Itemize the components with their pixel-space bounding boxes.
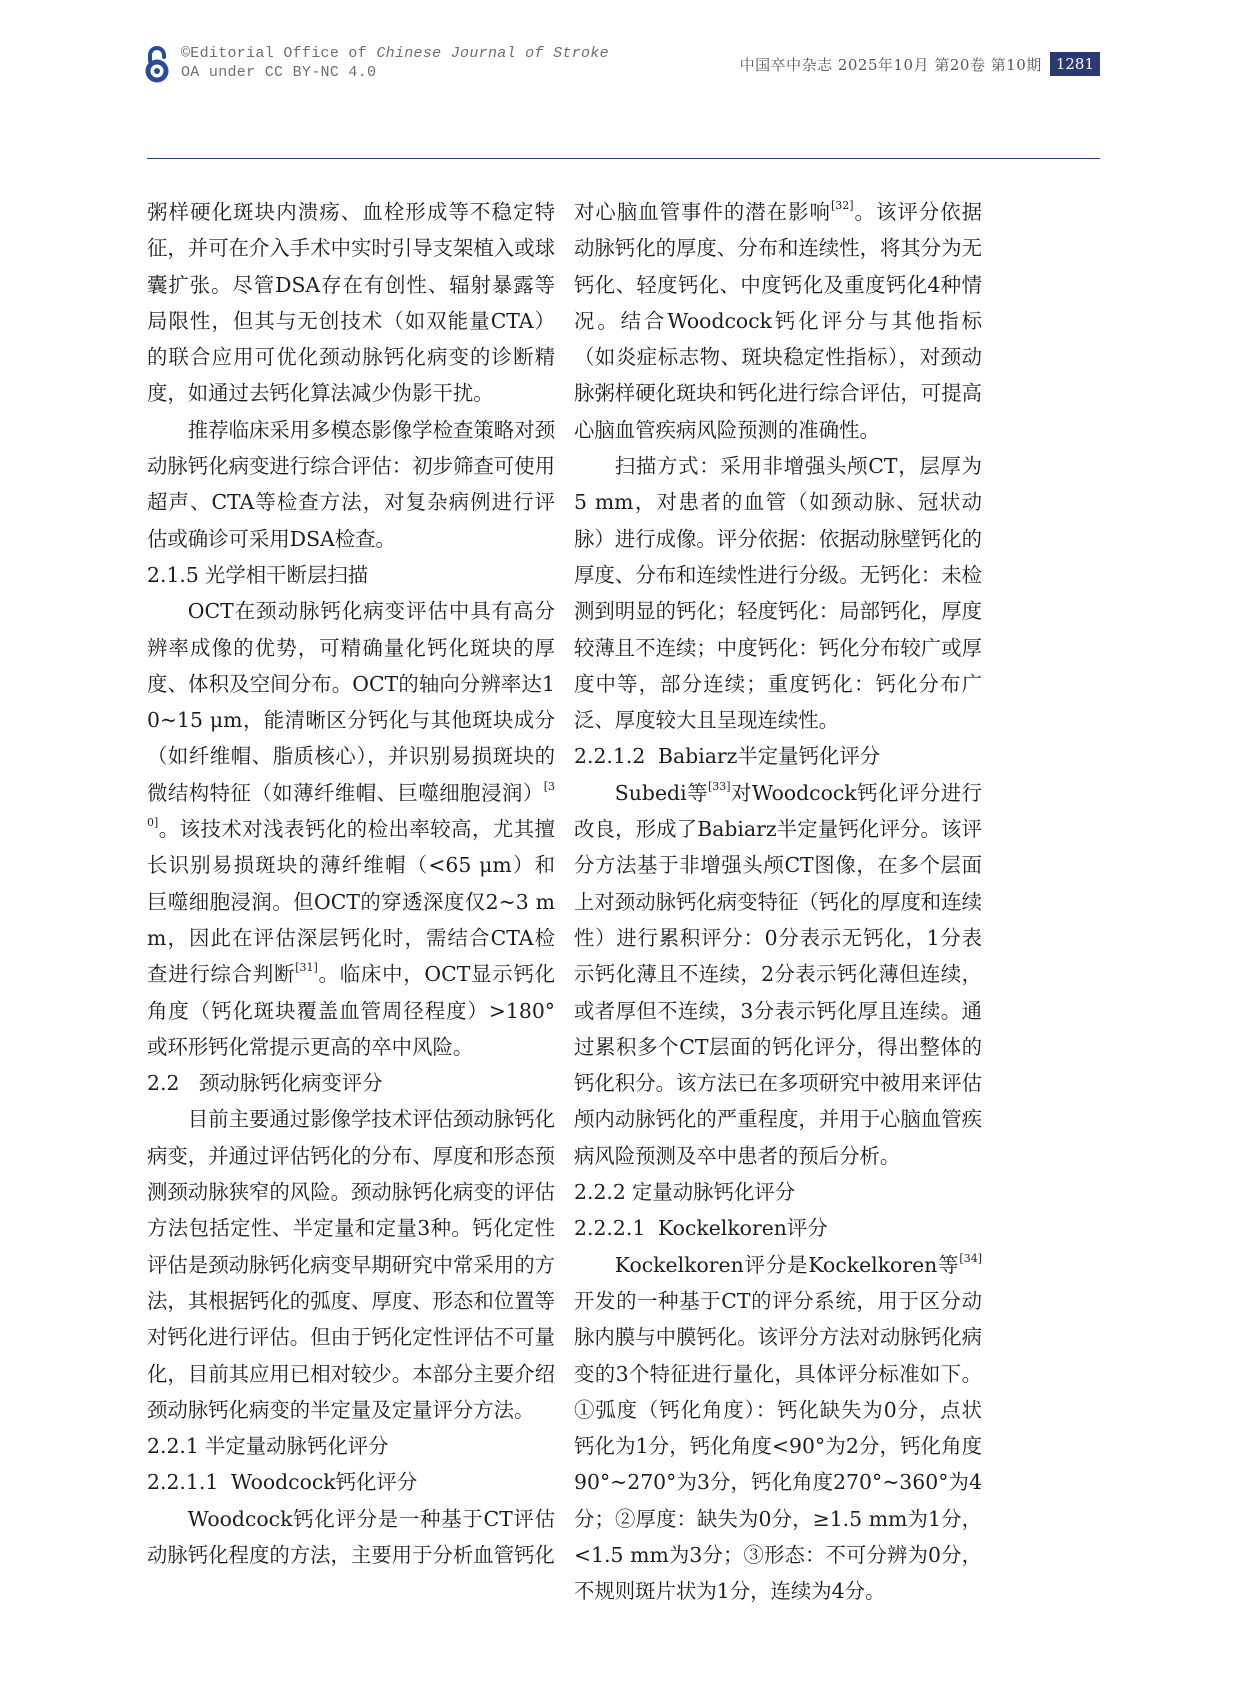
paragraph-text: Subedi等	[614, 780, 708, 805]
journal-citation: 中国卒中杂志 2025年10月 第20卷 第10期	[739, 55, 1042, 74]
citation-ref[interactable]: [34]	[959, 1251, 982, 1265]
citation-ref[interactable]: [31]	[295, 961, 318, 975]
section-number: 2.2.2	[574, 1180, 626, 1205]
paragraph-multimodal: 推荐临床采用多模态影像学检查策略对颈动脉钙化病变进行综合评估：初步筛查可使用超声、CTA等检查方法，对复杂病例进行评估或确诊可采用DSA检查。	[147, 417, 555, 551]
paragraph-text: 对心脑血管事件的潜在影响	[574, 200, 831, 224]
paragraph-text: 对Woodcock钙化评分进行改良，形成了Babiarz半定量钙化评分。该评分方法基于非增强头颅CT图像，在多个层面上对颈动脉钙化病变特征（钙化的厚度和连续性）进行累积评分：0分表示无钙化，1分表示钙化薄且不连续，2分表示钙化薄但连续，或者厚但不连续，3分表示钙化厚且连续。通过累积多个CT层面的钙化评分，得出整体的钙化积分。该方法已在多项研究中被用来评估颅内动脉钙化的严重程度，并用于心脑血管疾病风险预测及卒中患者的预后分析。	[574, 780, 983, 1168]
header-divider	[147, 158, 1100, 159]
section-heading-2-2-2-1	[574, 1210, 982, 1246]
copyright-prefix: ©Editorial Office of	[181, 45, 377, 62]
section-heading-2-2-1-2	[574, 738, 982, 774]
paragraph-text: Kockelkoren评分是Kockelkoren等	[614, 1252, 960, 1277]
page-number-badge: 1281	[1050, 52, 1100, 76]
section-heading-2-2-1-1	[147, 1464, 555, 1500]
paragraph-woodcock-cont	[574, 194, 982, 448]
running-header	[740, 52, 1100, 76]
section-number: 2.2.1.2	[574, 744, 646, 769]
paragraph-text: 开发的一种基于CT的评分系统，用于区分动脉内膜与中膜钙化。该评分方法对动脉钙化病变的3个特征进行量化，具体评分标准如下。①弧度（钙化角度）：钙化缺失为0分，点状钙化为1分，钙化角度<90°为2分，钙化角度90°~270°为3分，钙化角度270°~360°为4分；②厚度：缺失为0分，≥1.5 mm为1分，<1.5 mm为3分；③形态：不可分辨为0分，不规则斑片状为1分，连续为4分。	[574, 1288, 982, 1604]
paragraph-text: OCT在颈动脉钙化病变评估中具有高分辨率成像的优势，可精确量化钙化斑块的厚度、体积及空间分布。OCT的轴向分辨率达10~15 μm，能清晰区分钙化与其他斑块成分（如纤维帽、脂质核心），并识别易损斑块的微结构特征（如薄纤维帽、巨噬细胞浸润）	[147, 599, 555, 805]
section-number: 2.1.5	[147, 562, 199, 587]
section-title: 定量动脉钙化评分	[632, 1180, 796, 1205]
section-title: 颈动脉钙化病变评分	[199, 1071, 383, 1096]
section-title: Kockelkoren评分	[658, 1216, 828, 1241]
section-title: 光学相干断层扫描	[205, 562, 369, 587]
paragraph-text: 。该技术对浅表钙化的检出率较高，尤其擅长识别易损斑块的薄纤维帽（<65 μm）和巨噬细胞浸润。但OCT的穿透深度仅2~3 mm，因此在评估深层钙化时，需结合CTA检查进行综合判断	[147, 817, 555, 987]
paragraph-text: 。临床中，OCT显示钙化角度（钙化斑块覆盖血管周径程度）>180°或环形钙化常提示更高的卒中风险。	[147, 962, 555, 1059]
paragraph-scoring-overview: 目前主要通过影像学技术评估颈动脉钙化病变，并通过评估钙化的分布、厚度和形态预测颈动脉狭窄的风险。颈动脉钙化病变的评估方法包括定性、半定量和定量3种。钙化定性评估是颈动脉钙化病变早期研究中常采用的方法，其根据钙化的弧度、厚度、形态和位置等对钙化进行评估。但由于钙化定性评估不可量化，目前其应用已相对较少。本部分主要介绍颈动脉钙化病变的半定量及定量评分方法。	[147, 1107, 555, 1422]
left-column	[147, 194, 555, 1573]
license-text: OA under CC BY-NC 4.0	[181, 64, 377, 81]
paragraph-dsa: 粥样硬化斑块内溃疡、血栓形成等不稳定特征，并可在介入手术中实时引导支架植入或球囊扩张。尽管DSA存在有创性、辐射暴露等局限性，但其与无创技术（如双能量CTA）的联合应用可优化颈动脉钙化病变的诊断精度，如通过去钙化算法减少伪影干扰。	[147, 200, 555, 406]
section-number: 2.2.2.1	[574, 1216, 646, 1241]
open-access-lock-icon	[142, 44, 172, 84]
section-title: Babiarz半定量钙化评分	[658, 744, 881, 769]
section-heading-2-2-1	[147, 1428, 555, 1464]
section-heading-2-2-2	[574, 1174, 982, 1210]
section-number: 2.2	[147, 1071, 180, 1096]
citation-ref[interactable]: [32]	[830, 199, 854, 213]
copyright-notice	[181, 44, 609, 82]
paragraph-babiarz	[574, 775, 982, 1174]
section-title: Woodcock钙化评分	[231, 1470, 418, 1495]
paragraph-text: 。该评分依据动脉钙化的厚度、分布和连续性，将其分为无钙化、轻度钙化、中度钙化及重度钙化4种情况。结合Woodcock钙化评分与其他指标（如炎症标志物、斑块稳定性指标），对颈动脉粥样硬化斑块和钙化进行综合评估，可提高心脑血管疾病风险预测的准确性。	[574, 200, 982, 442]
section-number: 2.2.1.1	[147, 1470, 219, 1495]
paragraph-scan-method: 扫描方式：采用非增强头颅CT，层厚为5 mm，对患者的血管（如颈动脉、冠状动脉）进行成像。评分依据：依据动脉壁钙化的厚度、分布和连续性进行分级。无钙化：未检测到明显的钙化；轻度钙化：局部钙化，厚度较薄且不连续；中度钙化：钙化分布较广或厚度中等，部分连续；重度钙化：钙化分布广泛、厚度较大且呈现连续性。	[574, 454, 982, 733]
section-title: 半定量动脉钙化评分	[205, 1434, 389, 1459]
paragraph-woodcock: Woodcock钙化评分是一种基于CT评估动脉钙化程度的方法，主要用于分析血管钙化	[147, 1506, 555, 1567]
section-number: 2.2.1	[147, 1434, 199, 1459]
paragraph-oct	[147, 593, 555, 1065]
citation-ref[interactable]: [30]	[147, 779, 555, 830]
section-heading-2-2	[147, 1065, 555, 1101]
section-heading-2-1-5	[147, 557, 555, 593]
right-column	[574, 194, 982, 1610]
paragraph-kockelkoren	[574, 1247, 982, 1610]
citation-ref[interactable]: [33]	[708, 779, 731, 793]
journal-name: Chinese Journal of Stroke	[376, 45, 609, 62]
